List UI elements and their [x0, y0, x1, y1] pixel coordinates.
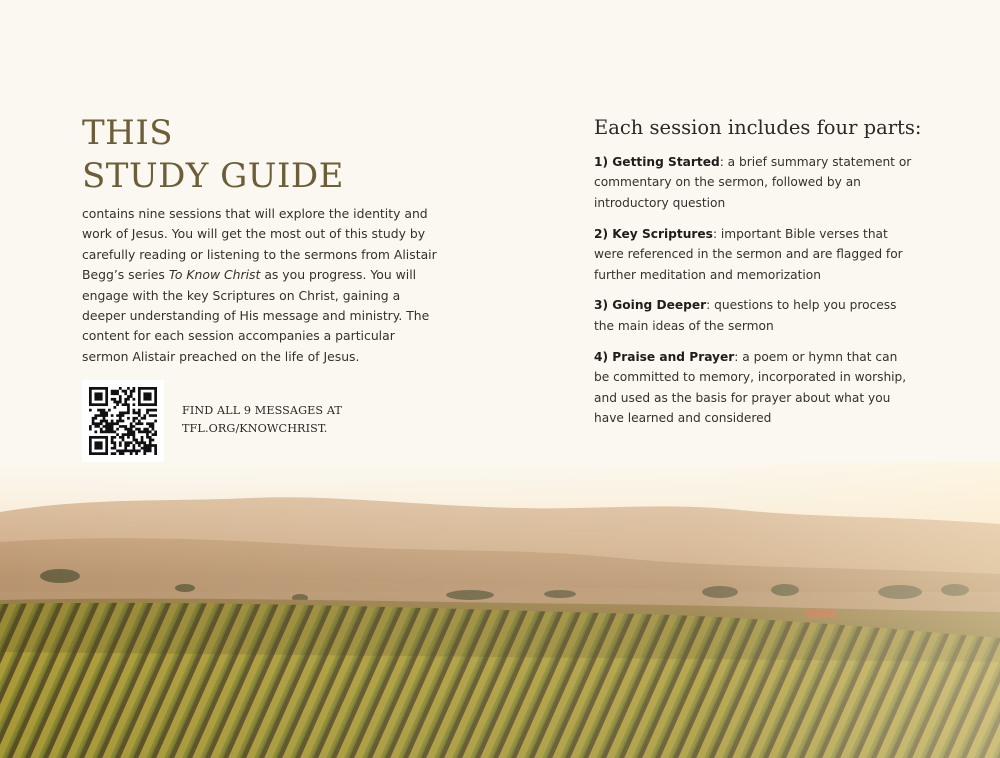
- series-title: To Know Christ: [168, 267, 261, 283]
- qr-code-icon[interactable]: [82, 380, 164, 462]
- part-label: 2) Key Scriptures: [594, 226, 713, 241]
- session-part-getting-started: [594, 152, 914, 213]
- sessions-heading: Each session includes four parts:: [594, 116, 922, 139]
- part-label: 3) Going Deeper: [594, 298, 707, 313]
- title-line-2: STUDY GUIDE: [82, 156, 344, 196]
- part-description: : a poem or hymn that can be committed to memory, incorporated in worship, and used as the basis for prayer about what you have learned and considered: [594, 349, 907, 425]
- title-line-1: THIS: [82, 113, 174, 153]
- vineyard-landscape-graphic: [0, 462, 1000, 758]
- intro-paragraph: [82, 204, 437, 367]
- messages-url[interactable]: TFL.ORG/KNOWCHRIST.: [182, 421, 328, 435]
- intro-text-part-1: contains nine sessions that will explore the identity and work of Jesus. You will get the most out of this study by carefully reading or listening to the sermons from Alistair Begg’s series: [82, 206, 437, 283]
- part-label: 4) Praise and Prayer: [594, 349, 735, 364]
- session-parts-list: [594, 152, 914, 439]
- find-messages-line: FIND ALL 9 MESSAGES AT: [182, 404, 342, 417]
- page-title: [82, 112, 344, 198]
- part-description: : important Bible verses that were referenced in the sermon and are flagged for further meditation and memorization: [594, 226, 903, 282]
- qr-code-graphic: [82, 380, 164, 462]
- part-label: 1) Getting Started: [594, 155, 720, 169]
- session-part-key-scriptures: [594, 224, 914, 285]
- part-description: : questions to help you process the main ideas of the sermon: [594, 298, 897, 333]
- part-description: : a brief summary statement or commentary on the sermon, followed by an introductory question: [594, 155, 912, 210]
- session-part-going-deeper: [594, 295, 914, 336]
- intro-text-part-2: as you progress. You will engage with the key Scriptures on Christ, gaining a deeper understanding of His message and ministry. The content for each session accompanies a particular sermon Alistair preached on the life of Jesus.: [82, 267, 430, 364]
- session-part-praise-and-prayer: [594, 347, 914, 429]
- messages-link-text: [182, 402, 342, 437]
- vineyard-landscape-image: [0, 462, 1000, 758]
